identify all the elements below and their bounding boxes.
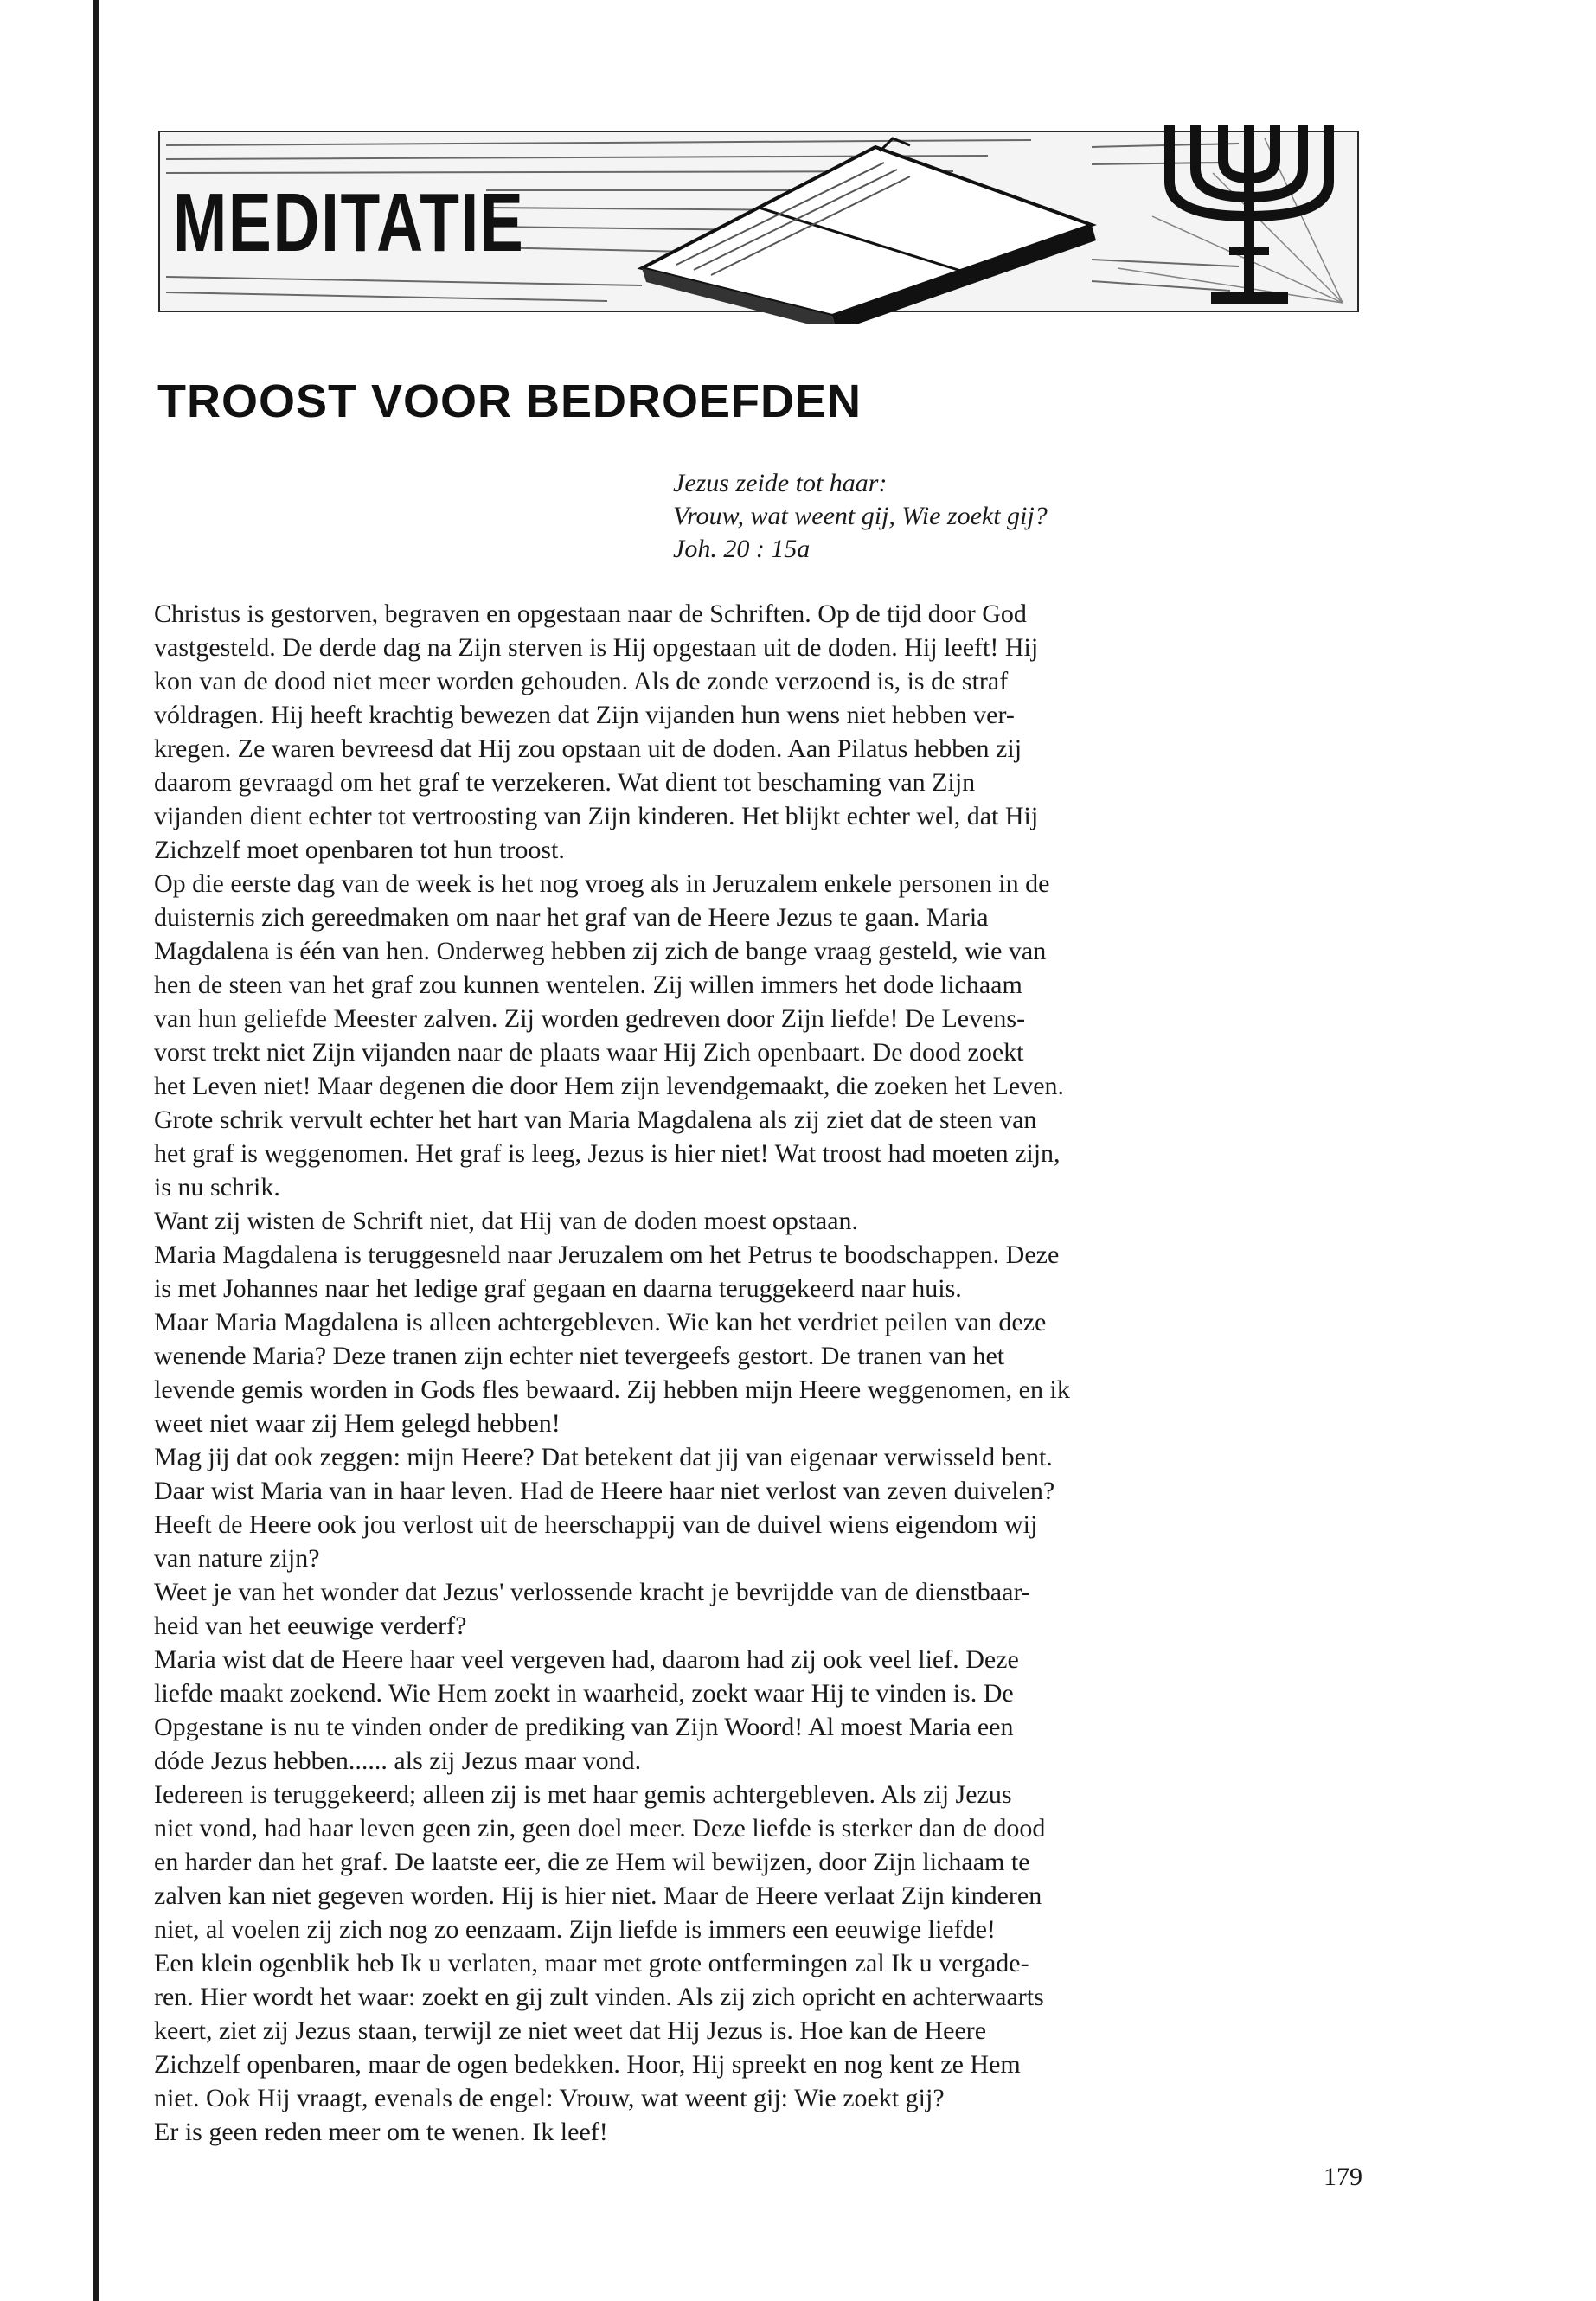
body-line: Opgestane is nu te vinden onder de prediking van Zijn Woord! Al moest Maria een <box>154 1713 1014 1741</box>
body-line: Daar wist Maria van in haar leven. Had de Heere haar niet verlost van zeven duivelen? <box>154 1477 1055 1505</box>
body-line: het Leven niet! Maar degenen die door Hem zijn levendgemaakt, die zoeken het Leven. <box>154 1072 1065 1100</box>
body-line: kregen. Ze waren bevreesd dat Hij zou opstaan uit de doden. Aan Pilatus hebben zij <box>154 734 1022 763</box>
epigraph-reference: Joh. 20 : 15a <box>673 535 811 563</box>
body-line: vorst trekt niet Zijn vijanden naar de plaats waar Hij Zich openbaart. De dood zoekt <box>154 1038 1024 1067</box>
body-line: zalven kan niet gegeven worden. Hij is hier niet. Maar de Heere verlaat Zijn kinderen <box>154 1881 1042 1910</box>
body-line: Een klein ogenblik heb Ik u verlaten, maar met grote ontfermingen zal Ik u vergade- <box>154 1949 1029 1977</box>
body-line: van hun geliefde Meester zalven. Zij worden gedreven door Zijn liefde! De Levens- <box>154 1004 1026 1033</box>
body-line: Maria Magdalena is teruggesneld naar Jeruzalem om het Petrus te boodschappen. Deze <box>154 1240 1060 1269</box>
body-line: Zichzelf moet openbaren tot hun troost. <box>154 836 565 864</box>
body-line: en harder dan het graf. De laatste eer, die ze Hem wil bewijzen, door Zijn lichaam te <box>154 1848 1030 1876</box>
body-line: daarom gevraagd om het graf te verzekeren. Wat dient tot beschaming van Zijn <box>154 768 976 797</box>
body-line: Op die eerste dag van de week is het nog vroeg als in Jeruzalem enkele personen in de <box>154 869 1050 898</box>
body-line: hen de steen van het graf zou kunnen wentelen. Zij willen immers het dode lichaam <box>154 971 1022 999</box>
body-line: Weet je van het wonder dat Jezus' verlossende kracht je bevrijdde van de dienstbaar- <box>154 1578 1030 1606</box>
body-line: Heeft de Heere ook jou verlost uit de heerschappij van de duivel wiens eigendom wij <box>154 1510 1038 1539</box>
body-line: ren. Hier wordt het waar: zoekt en gij zult vinden. Als zij zich opricht en achterwaarts <box>154 1983 1044 2011</box>
body-line: duisternis zich gereedmaken om naar het graf van de Heere Jezus te gaan. Maria <box>154 903 989 932</box>
body-line: van nature zijn? <box>154 1544 320 1573</box>
body-line: vijanden dient echter tot vertroosting van Zijn kinderen. Het blijkt echter wel, dat Hij <box>154 802 1039 830</box>
body-line: vóldragen. Hij heeft krachtig bewezen dat Zijn vijanden hun wens niet hebben ver- <box>154 701 1015 729</box>
body-line: heid van het eeuwige verderf? <box>154 1612 467 1640</box>
epigraph-line: Vrouw, wat weent gij, Wie zoekt gij? <box>673 502 1048 530</box>
page-number: 179 <box>1324 2163 1362 2191</box>
body-line: Maria wist dat de Heere haar veel vergeven had, daarom had zij ook veel lief. Deze <box>154 1645 1019 1674</box>
body-line: is met Johannes naar het ledige graf gegaan en daarna teruggekeerd naar huis. <box>154 1274 962 1303</box>
body-line: Grote schrik vervult echter het hart van Maria Magdalena als zij ziet dat de steen van <box>154 1106 1037 1134</box>
body-line: niet. Ook Hij vraagt, evenals de engel: Vrouw, wat weent gij: Wie zoekt gij? <box>154 2084 945 2112</box>
body-line: niet, al voelen zij zich nog zo eenzaam. Zijn liefde is immers een eeuwige liefde! <box>154 1915 996 1944</box>
body-line: Zichzelf openbaren, maar de ogen bedekken. Hoor, Hij spreekt en nog kent ze Hem <box>154 2050 1021 2079</box>
body-line: Maar Maria Magdalena is alleen achtergebleven. Wie kan het verdriet peilen van deze <box>154 1308 1047 1336</box>
body-line: Mag jij dat ook zeggen: mijn Heere? Dat betekent dat jij van eigenaar verwisseld bent. <box>154 1443 1053 1471</box>
body-line: Christus is gestorven, begraven en opgestaan naar de Schriften. Op de tijd door God <box>154 599 1027 628</box>
body-line: dóde Jezus hebben...... als zij Jezus maar vond. <box>154 1747 642 1775</box>
body-line: levende gemis worden in Gods fles bewaard. Zij hebben mijn Heere weggenomen, en ik <box>154 1375 1070 1404</box>
body-line: liefde maakt zoekend. Wie Hem zoekt in waarheid, zoekt waar Hij te vinden is. De <box>154 1679 1014 1708</box>
body-line: keert, ziet zij Jezus staan, terwijl ze niet weet dat Hij Jezus is. Hoe kan de Heere <box>154 2016 987 2045</box>
body-line: wenende Maria? Deze tranen zijn echter niet tevergeefs gestort. De tranen van het <box>154 1342 1005 1370</box>
article-body <box>154 597 1375 2149</box>
epigraph <box>673 467 1048 566</box>
body-line: vastgesteld. De derde dag na Zijn sterven is Hij opgestaan uit de doden. Hij leeft! Hij <box>154 633 1039 662</box>
body-line: Iedereen is teruggekeerd; alleen zij is met haar gemis achtergebleven. Als zij Jezus <box>154 1780 1012 1809</box>
body-line: Er is geen reden meer om te wenen. Ik leef! <box>154 2118 608 2146</box>
body-line: het graf is weggenomen. Het graf is leeg, Jezus is hier niet! Wat troost had moeten zijn, <box>154 1139 1061 1168</box>
body-line: kon van de dood niet meer worden gehouden. Als de zonde verzoend is, is de straf <box>154 667 1009 695</box>
meditatie-banner <box>157 121 1360 324</box>
body-line: niet vond, had haar leven geen zin, geen doel meer. Deze liefde is sterker dan de dood <box>154 1814 1046 1843</box>
article-title: TROOST VOOR BEDROEFDEN <box>157 375 862 427</box>
body-line: is nu schrik. <box>154 1173 280 1202</box>
body-line: Magdalena is één van hen. Onderweg hebben zij zich de bange vraag gesteld, wie van <box>154 937 1047 965</box>
scan-page-edge <box>93 0 99 2301</box>
body-line: weet niet waar zij Hem gelegd hebben! <box>154 1409 561 1438</box>
banner-title: MEDITATIE <box>173 176 525 269</box>
epigraph-line: Jezus zeide tot haar: <box>673 469 888 497</box>
body-line: Want zij wisten de Schrift niet, dat Hij van de doden moest opstaan. <box>154 1207 859 1235</box>
